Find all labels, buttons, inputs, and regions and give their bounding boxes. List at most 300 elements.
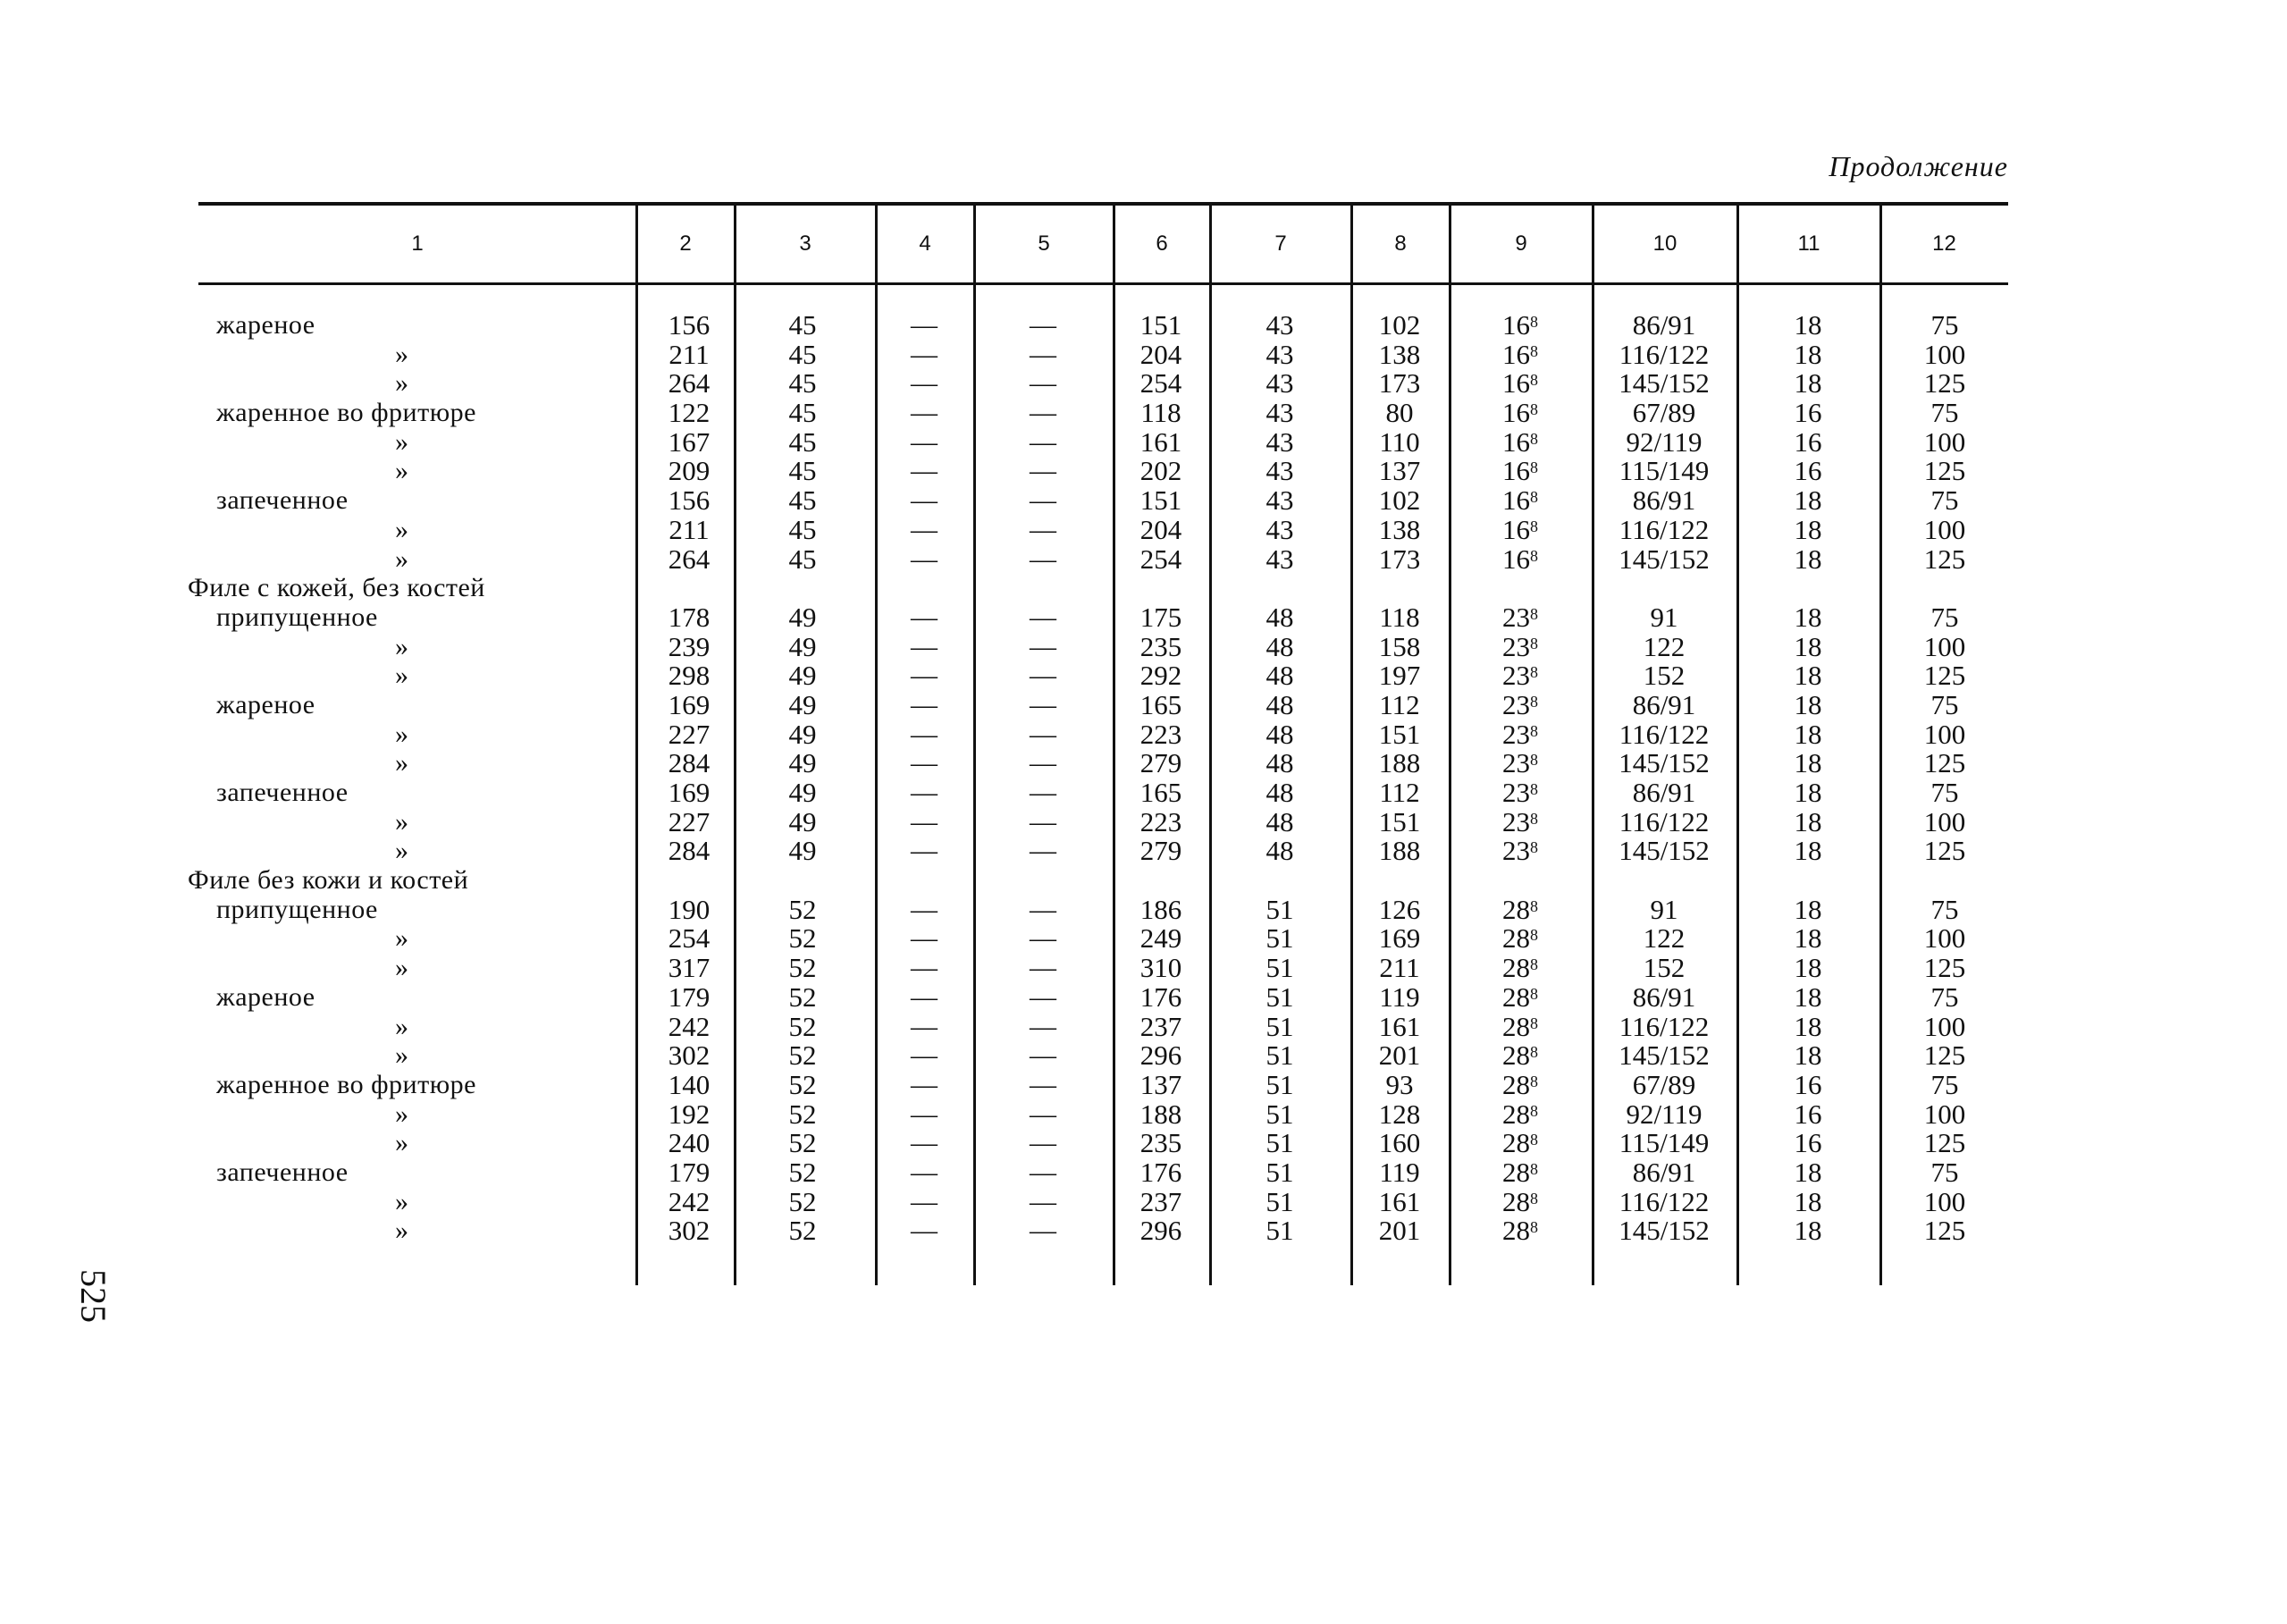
cell-col-9 [1450,866,1591,896]
row-label: » [395,514,409,544]
cell-col-12: 75 [1930,777,1959,808]
column-header-12: 12 [1932,231,1956,256]
cell-col-9 [1450,1010,1591,1042]
cell-col-2: 169 [668,688,710,720]
cell-col-7: 48 [1265,688,1294,720]
row-label: припущенное [216,894,378,924]
cell-col-2: 254 [668,922,710,955]
cell-col-3: 45 [788,425,817,458]
table-row [0,1010,2287,1042]
cell-col-11: 16 [1794,455,1822,487]
cell-col-8 [1351,574,1448,603]
cell-col-12: 75 [1930,309,1959,341]
table-row [0,1158,2287,1188]
cell-col-8: 110 [1379,425,1420,458]
cell-col-3: 52 [788,1010,817,1042]
cell-col-3: 49 [788,630,817,662]
cell-value: 23 [1502,688,1530,720]
table-row [0,866,2287,896]
footnote-mark: 8 [1530,1043,1538,1062]
table-row [0,603,2287,633]
cell-col-12: 75 [1930,688,1959,720]
cell-col-8: 161 [1378,1010,1421,1042]
cell-col-10: 86/91 [1632,688,1696,720]
cell-col-12: 100 [1923,1098,1966,1130]
cell-col-12: 100 [1923,425,1966,458]
cell-col-5: — [1030,923,1056,954]
cell-col-5: — [1030,806,1056,837]
cell-col-2: 264 [668,543,710,575]
cell-col-9 [1450,457,1591,486]
cell-col-10: 116/122 [1619,1010,1710,1042]
cell-col-4: — [911,806,938,837]
cell-col-2: 156 [668,484,710,517]
cell-col-10: 115/149 [1619,1127,1710,1159]
cell-col-7 [1210,866,1349,896]
cell-col-4: — [911,661,938,691]
cell-col-5: — [1030,981,1056,1012]
cell-col-9 [1450,603,1591,633]
table-row [0,369,2287,399]
cell-value: 23 [1502,601,1530,633]
cell-col-4: — [911,1040,938,1071]
cell-col-12: 125 [1923,367,1966,400]
cell-col-9 [1450,369,1591,399]
cell-col-3: 49 [788,747,817,779]
row-label: » [395,631,409,661]
table-row [0,545,2287,575]
cell-col-10: 86/91 [1632,484,1696,517]
cell-value: 23 [1502,835,1530,867]
cell-col-4 [876,866,972,896]
footnote-mark: 8 [1530,838,1538,857]
footnote-mark: 8 [1530,809,1538,828]
cell-col-2: 192 [668,1098,710,1130]
cell-col-6: 151 [1139,484,1182,517]
cell-col-8: 128 [1378,1098,1421,1130]
cell-col-11: 16 [1794,1068,1822,1100]
cell-value: 23 [1502,777,1530,808]
cell-col-4: — [911,719,938,749]
cell-col-11: 18 [1794,805,1822,837]
cell-col-11: 18 [1794,980,1822,1013]
cell-col-2: 211 [668,338,710,370]
cell-col-6: 165 [1139,688,1182,720]
cell-col-11: 18 [1794,747,1822,779]
cell-col-5: — [1030,310,1056,340]
footnote-mark: 8 [1530,400,1538,419]
cell-col-4: — [911,1011,938,1041]
table-row [0,513,2287,545]
footnote-mark: 8 [1530,429,1538,448]
cell-col-5: — [1030,398,1056,428]
cell-value: 16 [1502,425,1530,458]
cell-col-10: 92/119 [1626,1098,1703,1130]
footnote-mark: 8 [1530,780,1538,798]
table-row [0,924,2287,954]
cell-value: 28 [1502,980,1530,1013]
cell-col-12: 100 [1923,718,1966,750]
cell-value: 23 [1502,630,1530,662]
cell-value: 16 [1502,484,1530,517]
row-label: » [395,719,409,749]
cell-col-5: — [1030,953,1056,983]
cell-col-9 [1450,661,1591,691]
cell-col-12: 100 [1923,805,1966,837]
cell-col-12: 100 [1923,1185,1966,1217]
cell-col-4: — [911,689,938,719]
cell-col-8: 211 [1379,952,1420,984]
cell-col-12: 100 [1923,1010,1966,1042]
cell-col-3: 45 [788,309,817,341]
cell-col-11: 18 [1794,718,1822,750]
footnote-mark: 8 [1530,926,1538,945]
cell-col-2: 179 [668,1156,710,1188]
cell-col-3: 52 [788,922,817,955]
cell-col-6: 175 [1139,601,1182,633]
cell-col-9 [1450,749,1591,778]
table-row [0,749,2287,778]
cell-col-11: 18 [1794,1010,1822,1042]
row-label: » [395,368,409,399]
column-header-11: 11 [1797,231,1820,256]
cell-col-7: 43 [1265,425,1294,458]
cell-col-11: 18 [1794,309,1822,341]
cell-col-8: 137 [1378,455,1421,487]
cell-col-9 [1450,338,1591,370]
cell-col-8: 151 [1378,805,1421,837]
footnote-mark: 8 [1530,1072,1538,1090]
cell-col-3: 52 [788,980,817,1013]
column-header-7: 7 [1274,231,1287,256]
cell-col-8: 112 [1379,688,1420,720]
cell-col-8: 80 [1385,397,1414,429]
cell-col-4: — [911,1157,938,1187]
cell-value: 28 [1502,1127,1530,1159]
cell-col-10: 91 [1650,893,1678,925]
cell-col-12: 75 [1930,1068,1959,1100]
cell-col-7: 43 [1265,309,1294,341]
cell-col-7 [1210,574,1349,603]
cell-col-2: 178 [668,601,710,633]
cell-col-12: 125 [1923,952,1966,984]
cell-col-5: — [1030,602,1056,632]
cell-col-12: 75 [1930,601,1959,633]
cell-col-5 [974,866,1112,896]
row-label: Филе с кожей, без костей [188,573,485,603]
cell-value: 16 [1502,367,1530,400]
cell-col-9 [1450,513,1591,545]
cell-col-11: 18 [1794,1215,1822,1247]
cell-col-11: 18 [1794,922,1822,955]
cell-col-8: 158 [1378,630,1421,662]
cell-col-7: 51 [1265,980,1294,1013]
cell-col-7: 43 [1265,543,1294,575]
cell-col-4: — [911,778,938,807]
column-header-6: 6 [1156,231,1168,256]
cell-col-2: 190 [668,893,710,925]
cell-value: 23 [1502,660,1530,692]
cell-col-9 [1450,720,1591,750]
cell-col-8: 197 [1378,660,1421,692]
column-header-10: 10 [1652,231,1677,256]
cell-col-8: 119 [1379,1156,1420,1188]
table-row [0,778,2287,808]
cell-col-10: 86/91 [1632,980,1696,1013]
table-row [0,1068,2287,1100]
cell-col-9 [1450,924,1591,954]
cell-col-11: 18 [1794,1039,1822,1072]
row-label: запеченное [216,485,349,516]
cell-col-6: 186 [1139,893,1182,925]
table-row [0,338,2287,370]
column-header-3: 3 [799,231,811,256]
cell-col-4: — [911,953,938,983]
cell-col-11: 18 [1794,1156,1822,1188]
cell-col-6: 310 [1139,952,1182,984]
cell-col-7: 43 [1265,455,1294,487]
cell-col-7: 51 [1265,1215,1294,1247]
cell-col-3: 45 [788,543,817,575]
cell-col-11: 16 [1794,1098,1822,1130]
cell-col-6: 204 [1139,338,1182,370]
row-label: » [395,806,409,837]
cell-col-11 [1737,866,1879,896]
cell-col-6: 237 [1139,1185,1182,1217]
cell-value: 28 [1502,1215,1530,1247]
cell-col-12: 100 [1923,922,1966,955]
cell-col-5: — [1030,661,1056,691]
row-label: » [395,748,409,778]
table-row [0,837,2287,866]
row-label: » [395,1098,409,1129]
cell-col-10 [1593,574,1736,603]
table-row [0,425,2287,458]
page-number: 525 [73,1269,114,1323]
cell-col-9 [1450,545,1591,575]
cell-col-6: 161 [1139,425,1182,458]
cell-col-3: 52 [788,1127,817,1159]
row-label: » [395,1040,409,1071]
cell-col-2: 167 [668,425,710,458]
cell-col-9 [1450,1129,1591,1158]
cell-col-6: 188 [1139,1098,1182,1130]
footnote-mark: 8 [1530,1159,1538,1178]
cell-col-4: — [911,1098,938,1129]
cell-col-9 [1450,954,1591,983]
row-label: жаренное во фритюре [216,1069,476,1099]
cell-col-2: 284 [668,747,710,779]
row-label: Филе без кожи и костей [188,865,469,896]
cell-col-3: 52 [788,1156,817,1188]
cell-col-9 [1450,399,1591,428]
cell-col-10: 67/89 [1632,1068,1696,1100]
cell-col-4: — [911,485,938,516]
cell-col-6: 254 [1139,367,1182,400]
cell-col-8: 93 [1385,1068,1414,1100]
cell-col-10: 145/152 [1619,1039,1710,1072]
cell-value: 16 [1502,309,1530,341]
footnote-mark: 8 [1530,1014,1538,1032]
cell-col-2: 227 [668,805,710,837]
table-row [0,1100,2287,1130]
cell-col-5: — [1030,719,1056,749]
cell-col-12: 125 [1923,455,1966,487]
row-label: запеченное [216,1157,349,1187]
table-row [0,1041,2287,1071]
cell-col-12: 75 [1930,893,1959,925]
cell-col-5: — [1030,689,1056,719]
cell-col-7: 43 [1265,367,1294,400]
table-row [0,311,2287,341]
cell-col-2: 211 [668,513,710,545]
cell-col-4: — [911,543,938,574]
cell-col-2: 298 [668,660,710,692]
cell-col-11: 18 [1794,601,1822,633]
cell-col-4: — [911,1128,938,1158]
cell-col-3: 52 [788,1185,817,1217]
cell-col-12: 100 [1923,338,1966,370]
cell-col-11: 18 [1794,484,1822,517]
row-label: жаренное во фритюре [216,398,476,428]
cell-col-11: 18 [1794,660,1822,692]
cell-col-8: 151 [1378,718,1421,750]
footnote-mark: 8 [1530,459,1538,477]
cell-col-9 [1450,574,1591,603]
cell-col-6: 202 [1139,455,1182,487]
column-header-4: 4 [919,231,931,256]
cell-col-12: 75 [1930,980,1959,1013]
cell-col-8: 102 [1378,484,1421,517]
cell-col-10: 145/152 [1619,367,1710,400]
cell-col-4: — [911,310,938,340]
cell-col-8: 161 [1378,1185,1421,1217]
cell-value: 23 [1502,805,1530,837]
cell-col-6: 235 [1139,630,1182,662]
cell-col-7: 48 [1265,747,1294,779]
row-label: запеченное [216,778,349,807]
cell-col-8: 188 [1378,835,1421,867]
cell-col-5: — [1030,748,1056,778]
cell-col-8: 119 [1379,980,1420,1013]
cell-col-8: 188 [1378,747,1421,779]
cell-col-2: 317 [668,952,710,984]
cell-col-2: 302 [668,1215,710,1247]
cell-col-6 [1114,574,1208,603]
cell-col-2: 284 [668,835,710,867]
cell-col-2 [641,866,737,896]
cell-col-8: 118 [1379,601,1420,633]
cell-col-3: 49 [788,805,817,837]
cell-col-2 [641,574,737,603]
cell-col-5: — [1030,1216,1056,1246]
cell-col-4: — [911,514,938,544]
cell-col-3: 45 [788,338,817,370]
cell-col-7: 48 [1265,718,1294,750]
cell-col-6 [1114,866,1208,896]
cell-col-11: 18 [1794,1185,1822,1217]
cell-col-2: 140 [668,1068,710,1100]
cell-col-2: 227 [668,718,710,750]
cell-col-9 [1450,486,1591,516]
cell-col-4 [876,574,972,603]
cell-col-8: 138 [1378,513,1421,545]
cell-col-4: — [911,894,938,924]
cell-col-3: 49 [788,688,817,720]
cell-col-9 [1450,893,1591,925]
cell-col-2: 240 [668,1127,710,1159]
footnote-mark: 8 [1530,955,1538,974]
cell-col-4: — [911,923,938,954]
cell-col-10: 152 [1643,660,1686,692]
table-row [0,720,2287,750]
cell-col-9 [1450,805,1591,837]
cell-col-4: — [911,836,938,866]
cell-value: 28 [1502,1068,1530,1100]
cell-col-7: 51 [1265,1185,1294,1217]
row-label: припущенное [216,602,378,632]
cell-col-11: 18 [1794,367,1822,400]
cell-col-6: 137 [1139,1068,1182,1100]
cell-col-6: 296 [1139,1039,1182,1072]
cell-value: 16 [1502,543,1530,575]
cell-col-5: — [1030,1098,1056,1129]
table-row [0,954,2287,983]
footnote-mark: 8 [1530,341,1538,360]
cell-col-4: — [911,368,938,399]
cell-col-3: 52 [788,1098,817,1130]
footnote-mark: 8 [1530,1101,1538,1120]
cell-col-7: 51 [1265,1068,1294,1100]
cell-col-12: 100 [1923,513,1966,545]
cell-col-5: — [1030,1011,1056,1041]
cell-col-10: 116/122 [1619,805,1710,837]
cell-col-11: 18 [1794,777,1822,808]
cell-col-8: 112 [1379,777,1420,808]
cell-col-2: 302 [668,1039,710,1072]
cell-col-11: 16 [1794,1127,1822,1159]
cell-col-2: 242 [668,1185,710,1217]
cell-col-3: 49 [788,718,817,750]
cell-col-7: 51 [1265,922,1294,955]
row-label: » [395,426,409,457]
cell-col-4: — [911,398,938,428]
cell-col-12: 100 [1923,630,1966,662]
cell-col-9 [1450,311,1591,341]
cell-col-4: — [911,631,938,661]
column-header-8: 8 [1394,231,1407,256]
cell-col-4: — [911,1216,938,1246]
cell-col-11: 16 [1794,425,1822,458]
cell-col-11: 18 [1794,893,1822,925]
cell-col-2: 156 [668,309,710,341]
cell-col-8 [1351,866,1448,896]
cell-col-2: 122 [668,397,710,429]
cell-col-7: 48 [1265,805,1294,837]
table-row [0,1185,2287,1217]
cell-col-6: 237 [1139,1010,1182,1042]
cell-col-5: — [1030,485,1056,516]
cell-col-3: 49 [788,835,817,867]
cell-col-10: 116/122 [1619,338,1710,370]
cell-col-5: — [1030,543,1056,574]
cell-col-12: 75 [1930,1156,1959,1188]
cell-col-12: 125 [1923,1215,1966,1247]
cell-col-10: 92/119 [1626,425,1703,458]
cell-col-10: 145/152 [1619,835,1710,867]
table-row [0,1129,2287,1158]
cell-col-5 [974,574,1112,603]
